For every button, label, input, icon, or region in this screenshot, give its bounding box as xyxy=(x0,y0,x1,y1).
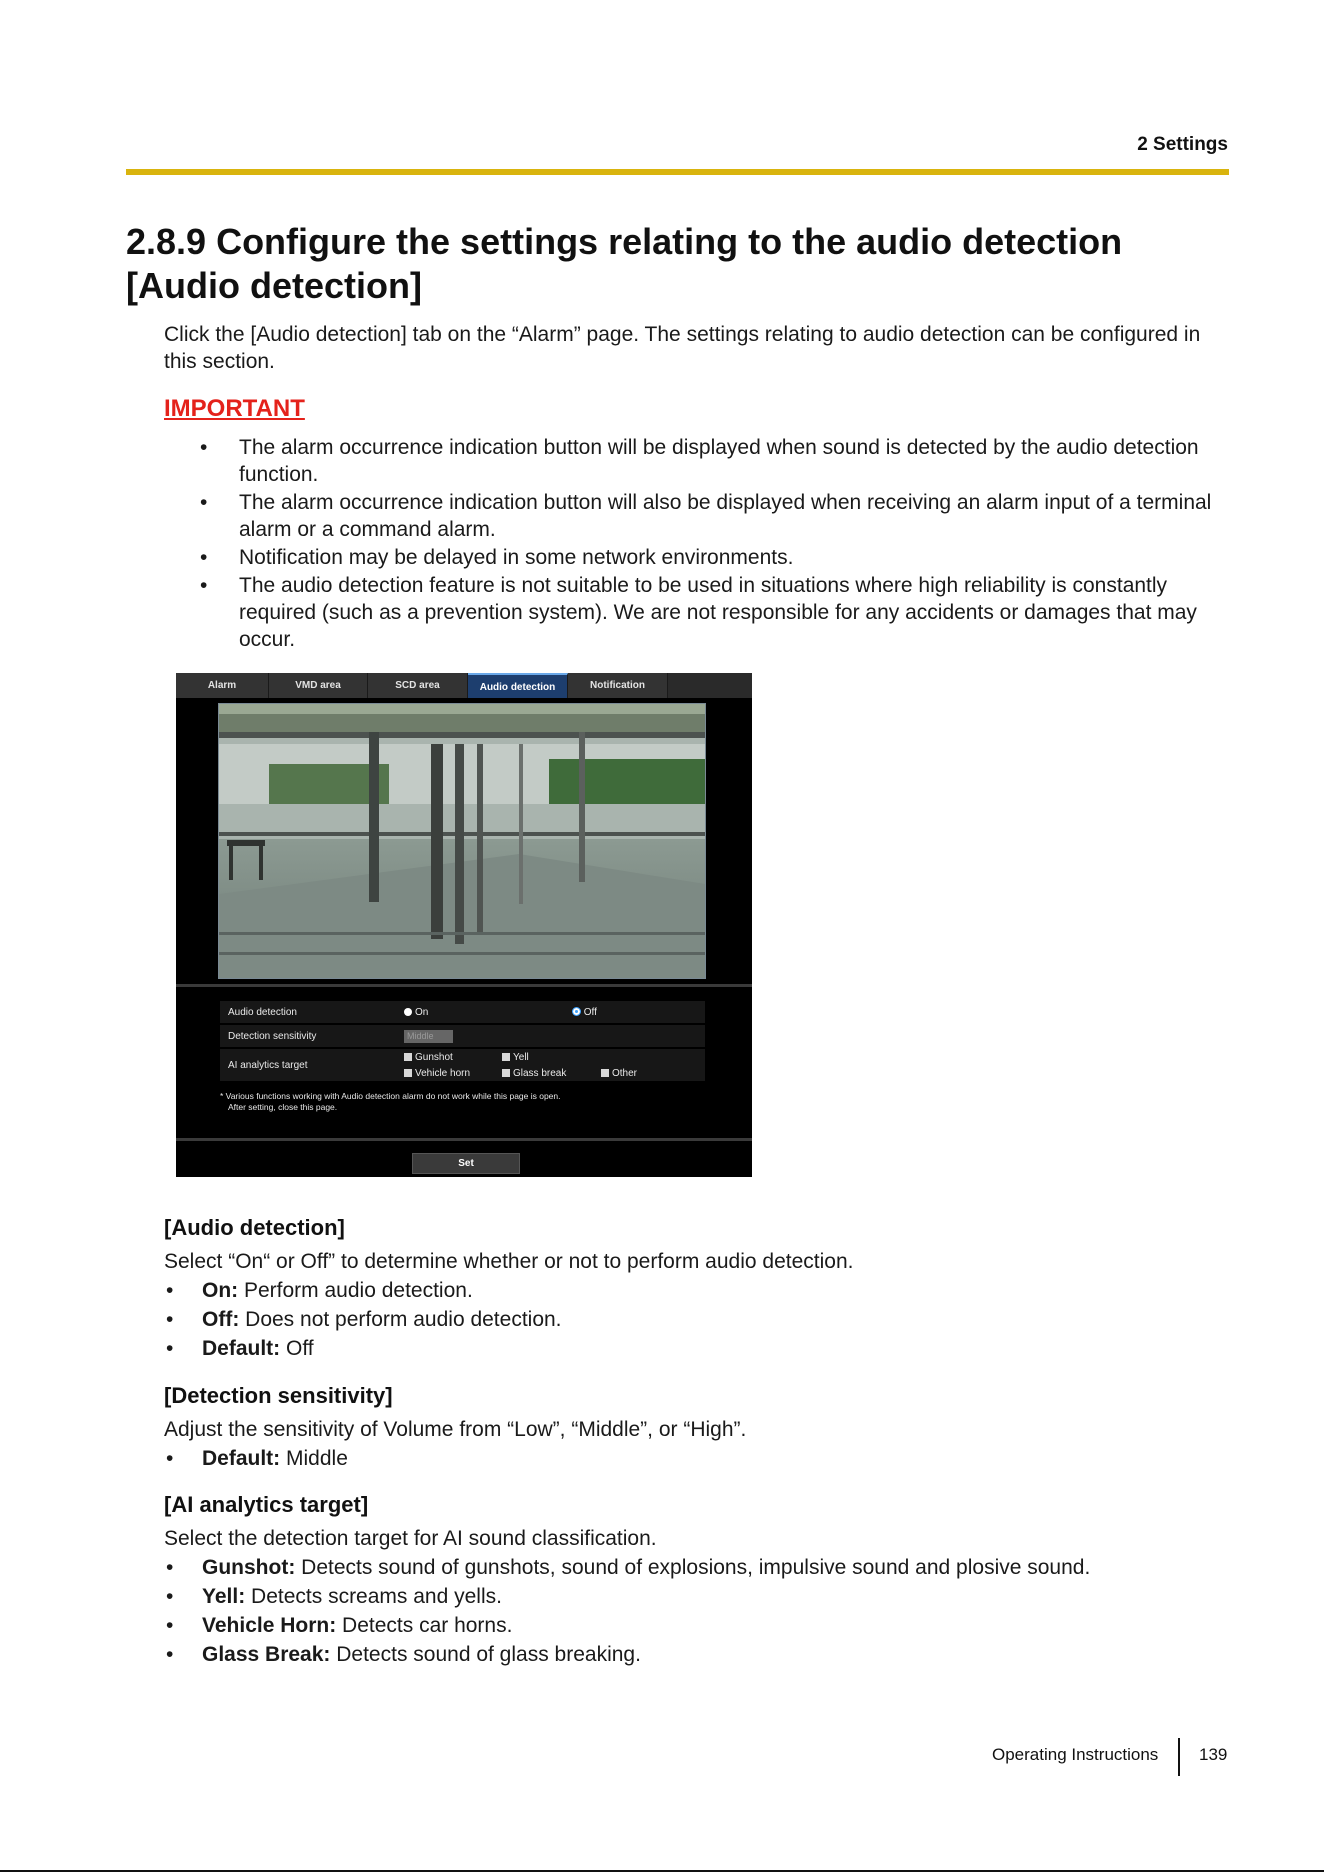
detection-sensitivity-heading: [Detection sensitivity] xyxy=(164,1383,393,1408)
page-header-section: 2 Settings xyxy=(1137,134,1228,155)
audio-detection-text: Select “On“ or Off” to determine whether or not to perform audio detection. xyxy=(164,1250,854,1273)
audio-settings-table xyxy=(220,999,705,1083)
intro-paragraph: Click the [Audio detection] tab on the “Alarm” page. The settings relating to audio detection can be configured in this section. xyxy=(164,323,1201,373)
section-title: 2.8.9 Configure the settings relating to the audio detection [Audio detection] xyxy=(126,221,1123,306)
row-ai-analytics-target xyxy=(220,1049,705,1081)
detection-sensitivity-list xyxy=(164,1444,1224,1473)
checkbox-icon[interactable] xyxy=(502,1069,510,1077)
gunshot-label: Gunshot xyxy=(415,1051,453,1063)
list-item: • Glass Break: Detects sound of glass breaking. xyxy=(164,1640,1224,1669)
tab-notification[interactable]: Notification xyxy=(568,673,668,698)
important-item: • The alarm occurrence indication button will also be displayed when receiving an alarm input of a terminal alarm or a command alarm. xyxy=(200,489,1232,543)
checkbox-vehicle-horn[interactable] xyxy=(404,1068,502,1079)
note-line-2: After setting, close this page. xyxy=(228,1102,338,1112)
checkbox-yell[interactable] xyxy=(502,1052,529,1063)
ai-analytics-target-heading: [AI analytics target] xyxy=(164,1492,369,1517)
important-label: IMPORTANT xyxy=(164,395,305,422)
tab-scd-area[interactable]: SCD area xyxy=(368,673,468,698)
important-list xyxy=(200,434,1232,654)
list-item: • Off: Does not perform audio detection. xyxy=(164,1305,1224,1334)
checkbox-icon[interactable] xyxy=(404,1069,412,1077)
ai-analytics-target-text: Select the detection target for AI sound classification. xyxy=(164,1527,657,1550)
row-audio-detection xyxy=(220,1001,705,1023)
list-item: • Default: Middle xyxy=(164,1444,1224,1473)
yell-label: Yell xyxy=(513,1051,529,1063)
set-button[interactable]: Set xyxy=(412,1153,520,1174)
tab-audio-detection[interactable]: Audio detection xyxy=(468,673,568,698)
header-rule xyxy=(126,169,1229,175)
sensitivity-select[interactable]: Middle xyxy=(404,1030,453,1043)
radio-on[interactable] xyxy=(404,1007,569,1018)
divider xyxy=(176,1138,752,1141)
note-line-1: * Various functions working with Audio detection alarm do not work while this page is open. xyxy=(220,1091,561,1101)
radio-on-label: On xyxy=(415,1006,429,1018)
list-item: • Vehicle Horn: Detects car horns. xyxy=(164,1611,1224,1640)
checkbox-gunshot[interactable] xyxy=(404,1052,502,1063)
radio-on-icon[interactable] xyxy=(404,1008,412,1016)
page-number: 139 xyxy=(1199,1745,1228,1764)
alarm-tab-bar xyxy=(176,673,752,698)
footer-label: Operating Instructions xyxy=(992,1745,1159,1764)
list-item: • Yell: Detects screams and yells. xyxy=(164,1582,1224,1611)
checkbox-glass-break[interactable] xyxy=(502,1068,601,1079)
settings-note xyxy=(220,1091,720,1113)
audio-detection-options xyxy=(396,1001,705,1023)
camera-live-image xyxy=(218,703,706,979)
checkbox-other[interactable] xyxy=(601,1068,637,1079)
audio-detection-heading: [Audio detection] xyxy=(164,1215,345,1240)
important-item: • Notification may be delayed in some network environments. xyxy=(200,544,1232,571)
footer-separator xyxy=(1178,1738,1180,1776)
checkbox-icon[interactable] xyxy=(601,1069,609,1077)
other-label: Other xyxy=(612,1067,638,1079)
divider xyxy=(176,984,752,987)
row-detection-sensitivity xyxy=(220,1025,705,1047)
glass-break-label: Glass break xyxy=(513,1067,567,1079)
radio-off-selected-icon[interactable] xyxy=(572,1007,581,1016)
vehicle-horn-label: Vehicle horn xyxy=(415,1067,471,1079)
audio-detection-label: Audio detection xyxy=(220,1001,396,1023)
detection-sensitivity-text: Adjust the sensitivity of Volume from “Low”, “Middle”, or “High”. xyxy=(164,1418,747,1441)
checkbox-icon[interactable] xyxy=(404,1053,412,1061)
tab-vmd-area[interactable]: VMD area xyxy=(269,673,368,698)
audio-detection-screenshot xyxy=(176,673,752,1177)
list-item: • On: Perform audio detection. xyxy=(164,1276,1224,1305)
ai-target-label: AI analytics target xyxy=(220,1049,396,1081)
radio-off-label: Off xyxy=(583,1006,597,1018)
detection-sensitivity-label: Detection sensitivity xyxy=(220,1025,396,1047)
tab-alarm[interactable]: Alarm xyxy=(176,673,269,698)
important-item: • The audio detection feature is not suitable to be used in situations where high reliability is constantly required (such as a prevention system). We are not responsible for any accidents or damages that may occur. xyxy=(200,572,1232,653)
list-item: • Gunshot: Detects sound of gunshots, sound of explosions, impulsive sound and plosive sound. xyxy=(164,1553,1224,1582)
checkbox-icon[interactable] xyxy=(502,1053,510,1061)
ai-analytics-target-list xyxy=(164,1553,1224,1669)
list-item: • Default: Off xyxy=(164,1334,1224,1363)
radio-off[interactable] xyxy=(572,1007,597,1018)
important-item: • The alarm occurrence indication button will be displayed when sound is detected by the audio detection function. xyxy=(200,434,1232,488)
audio-detection-list xyxy=(164,1276,1224,1363)
